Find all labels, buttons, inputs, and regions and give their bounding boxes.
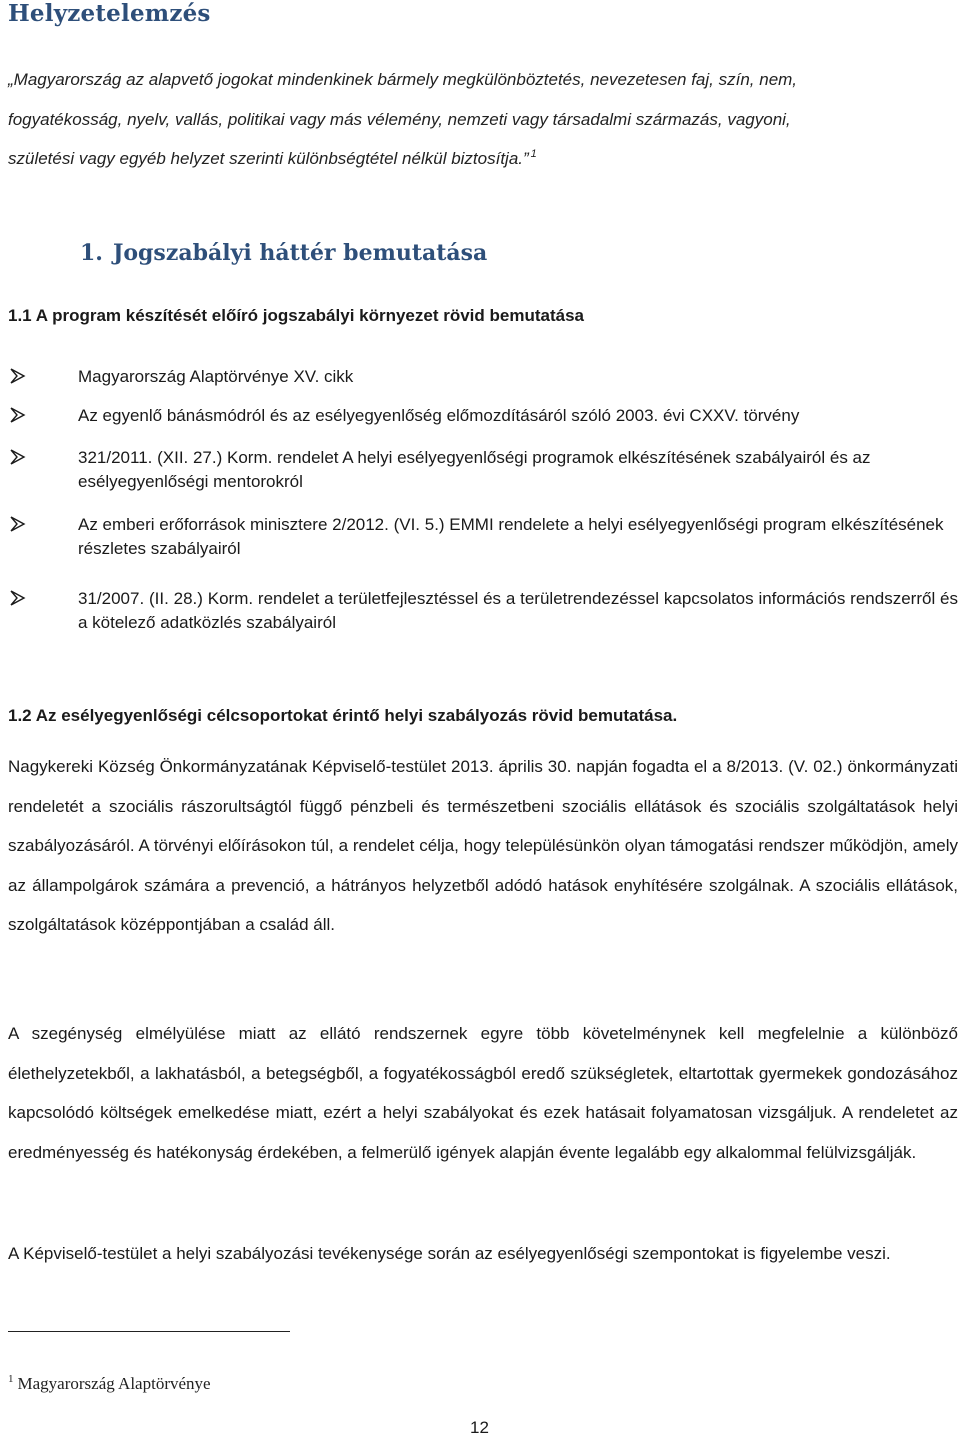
footnote-text: Magyarország Alaptörvénye	[17, 1374, 211, 1393]
subsection-heading-1-2: 1.2 Az esélyegyenlőségi célcsoportokat érintő helyi szabályozás rövid bemutatása.	[8, 706, 678, 725]
list-item-text: Magyarország Alaptörvénye XV. cikk	[78, 367, 354, 386]
section-number: 1.	[80, 240, 103, 266]
list-item	[8, 404, 958, 428]
body-paragraph: A szegénység elmélyülése miatt az ellátó rendszernek egyre több követelménynek kell megfelelnie a különböző élethelyzetekből, a lakhatásból, a betegségből, a fogyatékosságból eredő szükségletek, eltartottak gyermekek gondozásához kapcsolódó költségek emelkedése miatt, ezért a helyi szabályokat és ezek hatásait folyamatosan vizsgáljuk. A rendeletet az eredményesség és hatékonyság érdekében, a felmerülő igények alapján évente legalább egy alkalommal felülvizsgálják.	[8, 1024, 958, 1162]
list-item-text: Az emberi erőforrások minisztere 2/2012. (VI. 5.) EMMI rendelete a helyi esélyegyenlőségi program elkészítésének részletes szabályairól	[78, 515, 944, 558]
list-item	[8, 513, 958, 561]
footnote-separator	[8, 1331, 290, 1332]
quote-line: fogyatékosság, nyelv, vallás, politikai vagy más vélemény, nemzeti vagy társadalmi származás, vagyoni,	[8, 110, 791, 129]
quote-line: „Magyarország az alapvető jogokat mindenkinek bármely megkülönböztetés, nevezetesen faj, szín, nem,	[8, 70, 798, 89]
footnote-reference[interactable]: 1	[530, 148, 537, 160]
arrow-bullet-icon	[8, 447, 28, 467]
list-item-text: 31/2007. (II. 28.) Korm. rendelet a területfejlesztéssel és a területrendezéssel kapcsolatos információs rendszerről és a kötelező adatközlés szabályairól	[78, 589, 958, 632]
arrow-bullet-icon	[8, 514, 28, 534]
quote-line-text: születési vagy egyéb helyzet szerinti különbségtétel nélkül biztosítja.”	[8, 149, 529, 168]
section-title-text: Jogszabályi háttér bemutatása	[112, 240, 488, 266]
list-item	[8, 446, 958, 494]
quote-line	[8, 148, 958, 169]
body-paragraph: Nagykereki Község Önkormányzatának Képviselő-testület 2013. április 30. napján fogadta el a 8/2013. (V. 02.) önkormányzati rendeletét a szociális rászorultságtól függő pénzbeli és természetbeni szociális ellátások és szociális szolgáltatások helyi szabályozásáról. A törvényi előírásokon túl, a rendelet célja, hogy településünkön olyan támogatási rendszer működjön, amely az állampolgárok számára a prevenció, a hátrányos helyzetből adódó hatások enyhítésére szolgálnak. A szociális ellátások, szolgáltatások középpontjában a család áll.	[8, 757, 958, 934]
arrow-bullet-icon	[8, 588, 28, 608]
arrow-bullet-icon	[8, 405, 28, 425]
list-item-text: Az egyenlő bánásmódról és az esélyegyenlőség előmozdításáról szóló 2003. évi CXXV. törvény	[78, 406, 800, 425]
list-item-text: 321/2011. (XII. 27.) Korm. rendelet A helyi esélyegyenlőségi programok elkészítésének szabályairól és az esélyegyenlőségi mentorokról	[78, 448, 871, 491]
list-item	[8, 365, 958, 389]
footnote-number: 1	[8, 1373, 14, 1385]
page-title: Helyzetelemzés	[8, 0, 211, 27]
footnote	[8, 1373, 211, 1394]
subsection-heading-1-1: 1.1 A program készítését előíró jogszabályi környezet rövid bemutatása	[8, 306, 584, 325]
list-item	[8, 587, 958, 635]
arrow-bullet-icon	[8, 366, 28, 386]
body-paragraph: A Képviselő-testület a helyi szabályozási tevékenysége során az esélyegyenlőségi szempontokat is figyelembe veszi.	[8, 1244, 891, 1263]
page-number: 12	[470, 1418, 489, 1437]
section-heading	[80, 240, 487, 266]
